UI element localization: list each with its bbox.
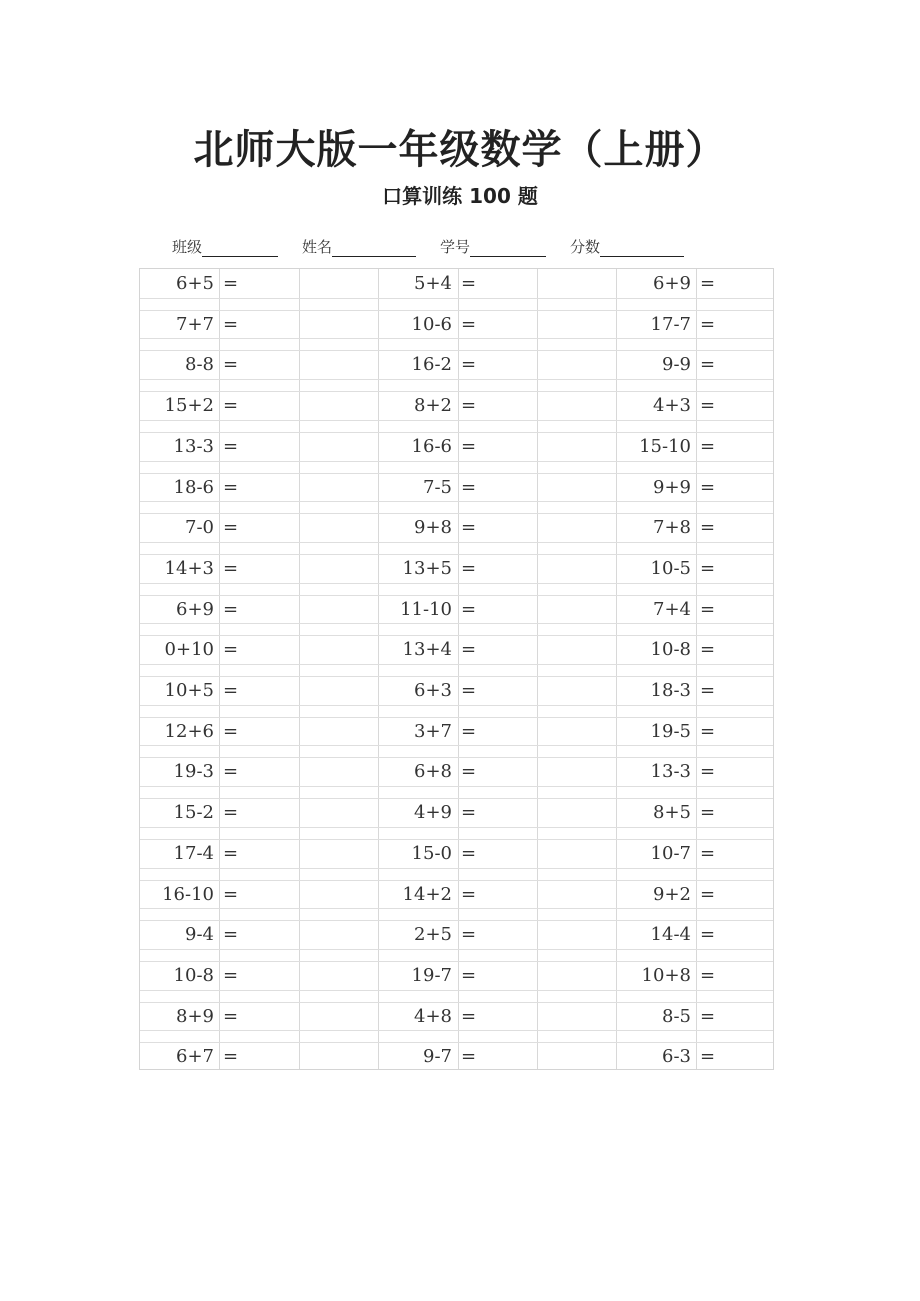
grid-row-line: [140, 595, 773, 596]
problem-expression: 10-8: [173, 965, 214, 986]
answer-cell[interactable]: [250, 434, 370, 460]
problem-expression: 14-4: [650, 924, 691, 945]
name-blank[interactable]: [332, 240, 416, 257]
score-label: 分数: [570, 238, 601, 256]
grid-row-line: [140, 664, 773, 665]
problem-expression: 6+5: [176, 273, 214, 294]
problem-expression: 10+5: [164, 680, 214, 701]
problem-expression: 9-9: [662, 354, 691, 375]
name-label: 姓名: [302, 238, 333, 256]
equals-sign: =: [461, 639, 477, 660]
name-field: [302, 236, 416, 257]
answer-cell[interactable]: [488, 271, 608, 297]
problem-expression: 8-5: [662, 1006, 691, 1027]
answer-cell[interactable]: [488, 393, 608, 419]
problem-expression: 6+7: [176, 1046, 214, 1067]
answer-cell[interactable]: [250, 841, 370, 867]
answer-cell[interactable]: [250, 1044, 370, 1070]
equals-sign: =: [700, 680, 716, 701]
equals-sign: =: [700, 477, 716, 498]
answer-cell[interactable]: [727, 434, 847, 460]
class-blank[interactable]: [202, 240, 278, 257]
answer-cell[interactable]: [488, 352, 608, 378]
grid-row-line: [140, 1002, 773, 1003]
answer-cell[interactable]: [488, 637, 608, 663]
problem-grid: [139, 268, 774, 1070]
class-field: [172, 236, 278, 257]
grid-row-line: [140, 839, 773, 840]
problem-expression: 2+5: [414, 924, 452, 945]
equals-sign: =: [223, 558, 239, 579]
answer-cell[interactable]: [727, 963, 847, 989]
equals-sign: =: [700, 639, 716, 660]
answer-cell[interactable]: [727, 556, 847, 582]
answer-cell[interactable]: [250, 312, 370, 338]
equals-sign: =: [700, 558, 716, 579]
grid-row-line: [140, 1030, 773, 1031]
equals-sign: =: [223, 924, 239, 945]
problem-expression: 4+8: [414, 1006, 452, 1027]
answer-cell[interactable]: [727, 393, 847, 419]
equals-sign: =: [223, 517, 239, 538]
grid-row-line: [140, 880, 773, 881]
equals-sign: =: [223, 965, 239, 986]
answer-cell[interactable]: [250, 637, 370, 663]
problem-expression: 9-4: [185, 924, 214, 945]
equals-sign: =: [461, 924, 477, 945]
problem-expression: 17-7: [650, 314, 691, 335]
answer-cell[interactable]: [488, 556, 608, 582]
grid-row-line: [140, 920, 773, 921]
equals-sign: =: [223, 273, 239, 294]
answer-cell[interactable]: [250, 352, 370, 378]
grid-row-line: [140, 338, 773, 339]
problem-expression: 13-3: [650, 761, 691, 782]
answer-cell[interactable]: [250, 922, 370, 948]
answer-cell[interactable]: [488, 475, 608, 501]
equals-sign: =: [223, 477, 239, 498]
equals-sign: =: [461, 884, 477, 905]
equals-sign: =: [461, 802, 477, 823]
grid-row-line: [140, 798, 773, 799]
grid-row-line: [140, 513, 773, 514]
equals-sign: =: [461, 354, 477, 375]
answer-cell[interactable]: [488, 515, 608, 541]
equals-sign: =: [461, 761, 477, 782]
grid-row-line: [140, 310, 773, 311]
grid-row-line: [140, 676, 773, 677]
problem-expression: 15-2: [173, 802, 214, 823]
score-blank[interactable]: [600, 240, 684, 257]
answer-cell[interactable]: [488, 759, 608, 785]
problem-expression: 7-5: [423, 477, 452, 498]
equals-sign: =: [700, 599, 716, 620]
problem-expression: 13-3: [173, 436, 214, 457]
grid-row-line: [140, 827, 773, 828]
equals-sign: =: [223, 395, 239, 416]
grid-row-line: [140, 949, 773, 950]
answer-cell[interactable]: [250, 719, 370, 745]
equals-sign: =: [223, 843, 239, 864]
problem-expression: 7-0: [185, 517, 214, 538]
problem-expression: 9+2: [653, 884, 691, 905]
answer-cell[interactable]: [488, 963, 608, 989]
score-field: [570, 236, 684, 257]
problem-expression: 8+5: [653, 802, 691, 823]
answer-cell[interactable]: [250, 515, 370, 541]
problem-expression: 16-6: [411, 436, 452, 457]
answer-cell[interactable]: [727, 475, 847, 501]
equals-sign: =: [461, 599, 477, 620]
problem-expression: 4+9: [414, 802, 452, 823]
problem-expression: 15+2: [164, 395, 214, 416]
answer-cell[interactable]: [488, 1044, 608, 1070]
equals-sign: =: [700, 843, 716, 864]
answer-cell[interactable]: [727, 800, 847, 826]
grid-row-line: [140, 420, 773, 421]
equals-sign: =: [700, 314, 716, 335]
student-id-field: [440, 236, 546, 257]
answer-cell[interactable]: [488, 312, 608, 338]
problem-expression: 18-6: [173, 477, 214, 498]
problem-expression: 8+9: [176, 1006, 214, 1027]
problem-expression: 11-10: [400, 599, 452, 620]
problem-expression: 6+9: [176, 599, 214, 620]
equals-sign: =: [700, 761, 716, 782]
equals-sign: =: [461, 436, 477, 457]
equals-sign: =: [700, 273, 716, 294]
problem-expression: 10+8: [641, 965, 691, 986]
grid-row-line: [140, 635, 773, 636]
grid-row-line: [140, 554, 773, 555]
problem-expression: 14+3: [164, 558, 214, 579]
answer-cell[interactable]: [250, 759, 370, 785]
student-id-label: 学号: [440, 238, 471, 256]
answer-cell[interactable]: [727, 312, 847, 338]
problem-expression: 6-3: [662, 1046, 691, 1067]
answer-cell[interactable]: [488, 434, 608, 460]
problem-expression: 5+4: [414, 273, 452, 294]
problem-expression: 0+10: [164, 639, 214, 660]
grid-row-line: [140, 542, 773, 543]
answer-cell[interactable]: [727, 637, 847, 663]
answer-cell[interactable]: [727, 759, 847, 785]
equals-sign: =: [461, 273, 477, 294]
grid-row-line: [140, 583, 773, 584]
problem-expression: 15-10: [639, 436, 691, 457]
equals-sign: =: [700, 395, 716, 416]
answer-cell[interactable]: [250, 1004, 370, 1030]
answer-cell[interactable]: [727, 515, 847, 541]
problem-expression: 8+2: [414, 395, 452, 416]
equals-sign: =: [461, 843, 477, 864]
page-title: 北师大版一年级数学（上册）: [193, 127, 727, 173]
student-id-blank[interactable]: [470, 240, 546, 257]
problem-expression: 13+4: [402, 639, 452, 660]
equals-sign: =: [223, 761, 239, 782]
problem-expression: 8-8: [185, 354, 214, 375]
answer-cell[interactable]: [488, 800, 608, 826]
equals-sign: =: [461, 395, 477, 416]
answer-cell[interactable]: [250, 800, 370, 826]
grid-row-line: [140, 391, 773, 392]
grid-row-line: [140, 379, 773, 380]
answer-cell[interactable]: [727, 719, 847, 745]
problem-expression: 19-3: [173, 761, 214, 782]
grid-row-line: [140, 705, 773, 706]
problem-expression: 10-5: [650, 558, 691, 579]
grid-row-line: [140, 990, 773, 991]
problem-expression: 18-3: [650, 680, 691, 701]
equals-sign: =: [700, 517, 716, 538]
equals-sign: =: [223, 1046, 239, 1067]
equals-sign: =: [223, 639, 239, 660]
answer-cell[interactable]: [250, 882, 370, 908]
equals-sign: =: [461, 680, 477, 701]
grid-row-line: [140, 1042, 773, 1043]
equals-sign: =: [700, 1046, 716, 1067]
problem-expression: 9-7: [423, 1046, 452, 1067]
answer-cell[interactable]: [488, 841, 608, 867]
answer-cell[interactable]: [250, 271, 370, 297]
answer-cell[interactable]: [727, 882, 847, 908]
equals-sign: =: [461, 517, 477, 538]
problem-expression: 9+8: [414, 517, 452, 538]
problem-expression: 14+2: [402, 884, 452, 905]
class-label: 班级: [172, 238, 203, 256]
problem-expression: 19-7: [411, 965, 452, 986]
answer-cell[interactable]: [250, 678, 370, 704]
equals-sign: =: [700, 721, 716, 742]
grid-row-line: [140, 717, 773, 718]
answer-cell[interactable]: [250, 597, 370, 623]
equals-sign: =: [461, 558, 477, 579]
equals-sign: =: [223, 802, 239, 823]
equals-sign: =: [461, 314, 477, 335]
equals-sign: =: [700, 924, 716, 945]
equals-sign: =: [223, 721, 239, 742]
answer-cell[interactable]: [488, 922, 608, 948]
problem-expression: 10-6: [411, 314, 452, 335]
answer-cell[interactable]: [727, 1044, 847, 1070]
answer-cell[interactable]: [250, 475, 370, 501]
equals-sign: =: [700, 354, 716, 375]
page-subtitle: 口算训练 100 题: [382, 184, 538, 208]
grid-row-line: [140, 623, 773, 624]
problem-expression: 7+8: [653, 517, 691, 538]
answer-cell[interactable]: [727, 922, 847, 948]
problem-expression: 16-10: [162, 884, 214, 905]
equals-sign: =: [223, 354, 239, 375]
problem-expression: 7+4: [653, 599, 691, 620]
grid-row-line: [140, 908, 773, 909]
answer-cell[interactable]: [727, 678, 847, 704]
answer-cell[interactable]: [727, 597, 847, 623]
grid-row-line: [140, 461, 773, 462]
equals-sign: =: [223, 436, 239, 457]
answer-cell[interactable]: [488, 1004, 608, 1030]
answer-cell[interactable]: [727, 271, 847, 297]
problem-expression: 16-2: [411, 354, 452, 375]
answer-cell[interactable]: [727, 352, 847, 378]
equals-sign: =: [461, 1046, 477, 1067]
equals-sign: =: [223, 599, 239, 620]
answer-cell[interactable]: [250, 556, 370, 582]
grid-row-line: [140, 757, 773, 758]
equals-sign: =: [700, 802, 716, 823]
equals-sign: =: [223, 884, 239, 905]
grid-row-line: [140, 432, 773, 433]
problem-expression: 6+9: [653, 273, 691, 294]
problem-expression: 6+8: [414, 761, 452, 782]
answer-cell[interactable]: [488, 678, 608, 704]
grid-row-line: [140, 868, 773, 869]
problem-expression: 3+7: [414, 721, 452, 742]
equals-sign: =: [461, 721, 477, 742]
problem-expression: 6+3: [414, 680, 452, 701]
equals-sign: =: [461, 1006, 477, 1027]
answer-cell[interactable]: [727, 841, 847, 867]
equals-sign: =: [461, 965, 477, 986]
answer-cell[interactable]: [488, 597, 608, 623]
problem-expression: 10-7: [650, 843, 691, 864]
answer-cell[interactable]: [250, 963, 370, 989]
problem-expression: 12+6: [164, 721, 214, 742]
problem-expression: 15-0: [411, 843, 452, 864]
answer-cell[interactable]: [727, 1004, 847, 1030]
problem-expression: 10-8: [650, 639, 691, 660]
answer-cell[interactable]: [488, 882, 608, 908]
grid-row-line: [140, 501, 773, 502]
grid-row-line: [140, 298, 773, 299]
problem-expression: 13+5: [402, 558, 452, 579]
grid-row-line: [140, 350, 773, 351]
grid-row-line: [140, 745, 773, 746]
equals-sign: =: [700, 884, 716, 905]
equals-sign: =: [223, 680, 239, 701]
problem-expression: 19-5: [650, 721, 691, 742]
answer-cell[interactable]: [250, 393, 370, 419]
equals-sign: =: [461, 477, 477, 498]
problem-expression: 17-4: [173, 843, 214, 864]
grid-row-line: [140, 473, 773, 474]
equals-sign: =: [223, 1006, 239, 1027]
answer-cell[interactable]: [488, 719, 608, 745]
grid-row-line: [140, 961, 773, 962]
grid-row-line: [140, 786, 773, 787]
problem-expression: 7+7: [176, 314, 214, 335]
problem-expression: 9+9: [653, 477, 691, 498]
equals-sign: =: [700, 1006, 716, 1027]
problem-expression: 4+3: [653, 395, 691, 416]
equals-sign: =: [223, 314, 239, 335]
equals-sign: =: [700, 965, 716, 986]
equals-sign: =: [700, 436, 716, 457]
